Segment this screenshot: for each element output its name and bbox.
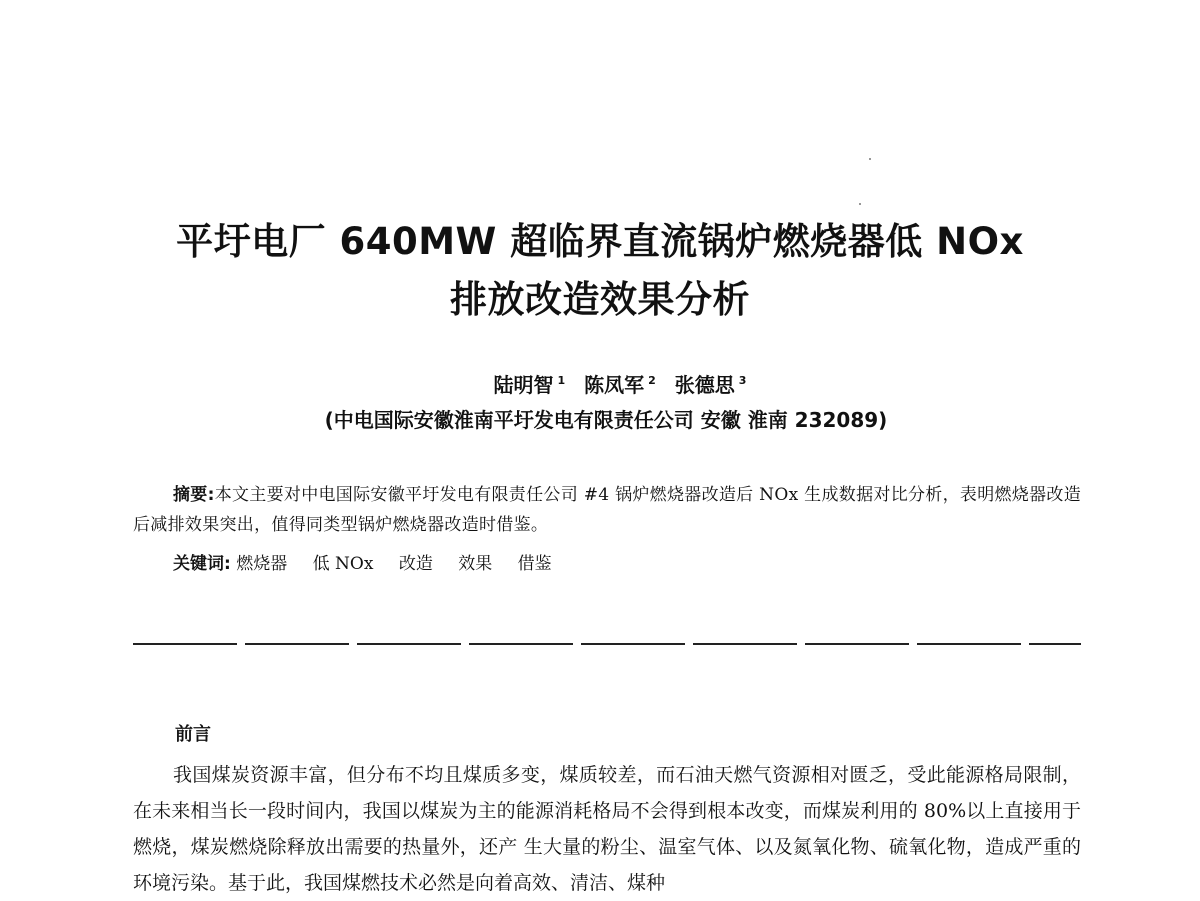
- author: [584, 373, 656, 397]
- keyword: 改造: [398, 554, 433, 574]
- section-divider: [133, 643, 1081, 645]
- keywords: [173, 550, 572, 578]
- author-affiliation-mark: 1: [557, 374, 566, 387]
- keywords-label: 关键词:: [173, 554, 231, 574]
- paper-title-line-2: 排放改造效果分析: [450, 278, 750, 321]
- author: [494, 373, 566, 397]
- paper-title-line-1: 平圩电厂 640MW 超临界直流锅炉燃烧器低 NOx: [176, 220, 1024, 263]
- scan-speck: [859, 203, 861, 205]
- keyword: 借鉴: [517, 554, 552, 574]
- keyword: 效果: [458, 554, 493, 574]
- body-paragraph: 我国煤炭资源丰富，但分布不均且煤质多变，煤质较差，而石油天燃气资源相对匮乏，受此能源格局限制，在未来相当长一段时间内，我国以煤炭为主的能源消耗格局不会得到根本改变，而煤炭利用的 80%以上直接用于燃烧，煤炭燃烧除释放出需要的热量外，还产 生大量的粉尘、温室气体、以及氮氧化物、硫氧化物，造成严重的环境污染。基于此，我国煤燃技术必然是向着高效、清洁、煤种: [133, 764, 1081, 894]
- abstract: [133, 480, 1081, 540]
- abstract-text: 本文主要对中电国际安徽平圩发电有限责任公司 #4 锅炉燃烧器改造后 NOx 生成数据对比分析，表明燃烧器改造后减排效果突出，值得同类型锅炉燃烧器改造时借鉴。: [133, 485, 1081, 535]
- keyword: 燃烧器: [236, 554, 288, 574]
- author-affiliation-mark: 2: [648, 374, 656, 387]
- author-list: [0, 368, 1200, 398]
- author-affiliation-mark: 3: [738, 374, 747, 387]
- scan-speck: [869, 158, 871, 160]
- author-name: 张德思: [674, 373, 735, 397]
- author-name: 陆明智: [493, 373, 554, 397]
- affiliation: (中电国际安徽淮南平圩发电有限责任公司 安徽 淮南 232089): [324, 408, 888, 432]
- abstract-label: 摘要:: [173, 485, 215, 505]
- author-name: 陈凤军: [584, 373, 645, 397]
- author: [675, 373, 747, 397]
- section-heading: 前言: [175, 724, 211, 745]
- keyword: 低 NOx: [312, 554, 374, 574]
